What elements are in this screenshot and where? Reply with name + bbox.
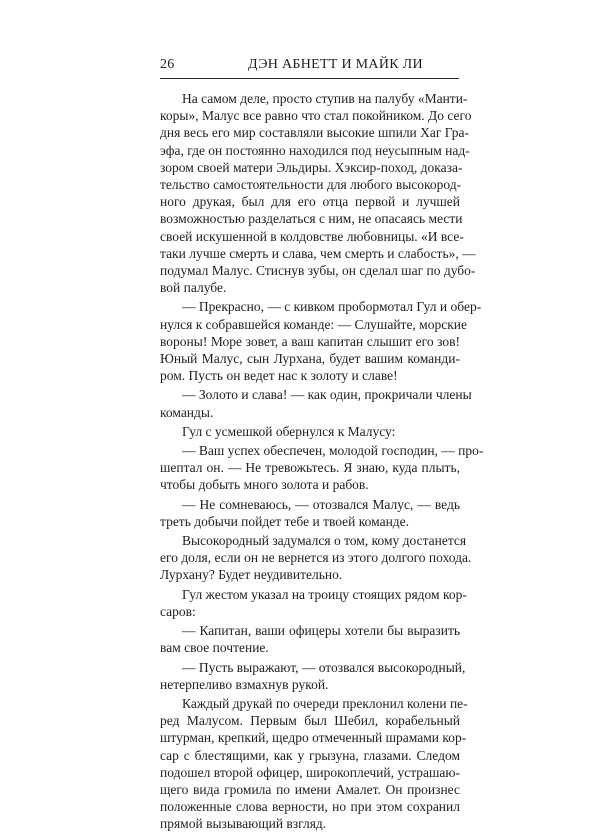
header-rule xyxy=(160,78,459,79)
text-line: нетерпеливо взмахнув рукой. xyxy=(160,676,329,692)
text-line: ред Малусом. Первым был Шебил, корабельный xyxy=(160,713,460,729)
text-line: Каждый друкай по очереди преклонил колени пе- xyxy=(182,695,468,711)
text-line: — Не сомневаюсь, — отозвался Малус, — ведь xyxy=(182,496,460,512)
text-line: — Пусть выражают, — отозвался высокородный, xyxy=(182,659,466,675)
text-line: вам свое почтение. xyxy=(160,640,269,656)
text-line: Гул жестом указал на троицу стоящих рядом кор- xyxy=(182,586,467,602)
text-line: положенные слова верности, но при этом сохранил xyxy=(160,799,460,815)
paragraph xyxy=(160,532,472,584)
paragraph xyxy=(160,386,472,420)
text-line: тельство самостоятельности для любого высокород- xyxy=(160,177,462,193)
paragraph xyxy=(160,586,467,620)
text-line: таки лучше смерть и слава, чем смерть и слабость», — xyxy=(160,245,476,261)
text-line: — Капитан, ваши офицеры хотели бы выразить xyxy=(182,623,460,639)
text-line: коры», Малус все равно что стал покойником. До сего xyxy=(160,108,472,124)
paragraph xyxy=(160,423,460,440)
running-head xyxy=(160,57,460,75)
text-line: зором своей матери Эльдиры. Хэксир-поход, доказа- xyxy=(160,159,463,175)
text-line: Юный Малус, сын Лурхана, будет вашим команди- xyxy=(160,351,460,367)
text-line: прямой вызывающий взгляд. xyxy=(160,816,327,832)
text-line: ного друкая, был для его отца первой и лучшей xyxy=(160,194,460,210)
text-line: чтобы добыть много золота и рабов. xyxy=(160,477,369,493)
text-line: вороны! Море зовет, а ваш капитан слышит его зов! xyxy=(160,333,460,349)
text-line: — Ваш успех обеспечен, молодой господин, — про- xyxy=(182,443,484,459)
text-line: подумал Малус. Стиснув зубы, он сделал шаг по дубо- xyxy=(160,263,476,279)
text-line: щего вида громила по имени Амалет. Он произнес xyxy=(160,781,460,797)
body-text xyxy=(160,90,484,835)
page-number: 26 xyxy=(160,57,175,72)
paragraph xyxy=(160,442,484,494)
running-title: ДЭН АБНЕТТ И МАЙК ЛИ xyxy=(248,57,423,72)
text-line: ром. Пусть он ведет нас к золоту и славе! xyxy=(160,368,398,384)
text-line: подошел второй офицер, широкоплечий, устрашаю- xyxy=(160,764,460,780)
text-line: Высокородный задумался о том, кому достанется xyxy=(182,533,467,549)
text-line: возможностью разделаться с ним, не опасаясь мести xyxy=(160,211,463,227)
paragraph xyxy=(160,496,460,530)
text-line: — Золото и слава! — как один, прокричали члены xyxy=(182,387,472,403)
text-line: эфа, где он постоянно находился под неусыпным над- xyxy=(160,142,470,158)
paragraph xyxy=(160,90,476,296)
text-line: треть добычи пойдет тебе и твоей команде. xyxy=(160,513,410,529)
paragraph xyxy=(160,622,460,656)
text-line: сар с блестящими, как у грызуна, глазами. Следом xyxy=(160,747,460,763)
text-line: — Прекрасно, — с кивком пробормотал Гул и обер- xyxy=(182,299,482,315)
text-line: шептал он. — Не тревожьтесь. Я знаю, куда плыть, xyxy=(160,460,460,476)
text-line: команды. xyxy=(160,404,214,420)
text-line: саров: xyxy=(160,603,196,619)
text-line: штурман, крепкий, щедро отмеченный шрамами кор- xyxy=(160,730,467,746)
paragraph xyxy=(160,298,482,384)
text-line: нулся к собравшейся команде: — Слушайте, морские xyxy=(160,316,467,332)
text-line: его доля, если он не вернется из этого долгого похода. xyxy=(160,550,472,566)
text-line: Лурхану? Будет неудивительно. xyxy=(160,567,343,583)
text-line: На самом деле, просто ступив на палубу «Манти- xyxy=(182,91,468,106)
paragraph xyxy=(160,695,468,833)
text-line: вой палубе. xyxy=(160,280,227,296)
text-line: Гул с усмешкой обернулся к Малусу: xyxy=(182,423,396,439)
text-line: своей искушенной в колдовстве любовницы. «И все- xyxy=(160,228,464,244)
paragraph xyxy=(160,659,466,693)
text-line: дня весь его мир составляли высокие шпили Хаг Гра- xyxy=(160,125,470,141)
